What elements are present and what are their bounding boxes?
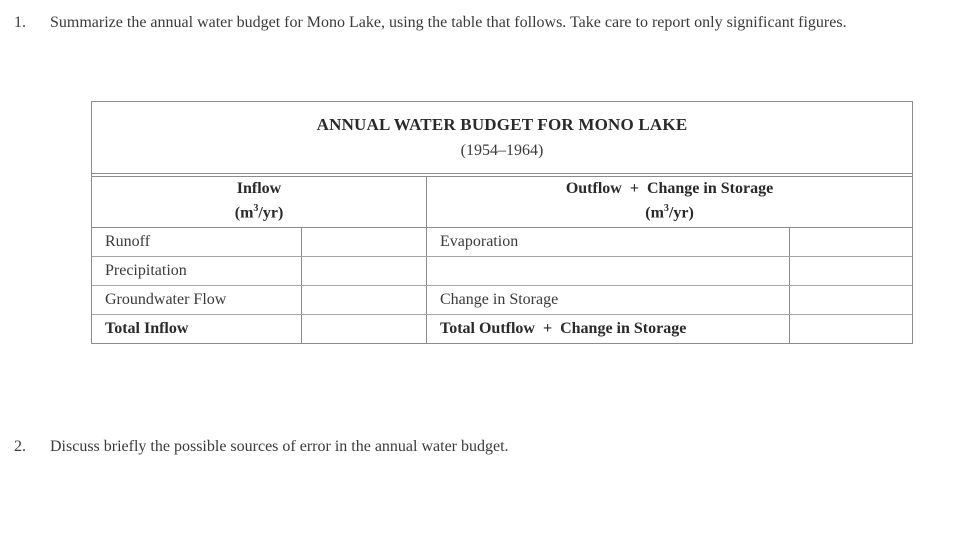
outflow-label-empty (427, 257, 790, 285)
water-budget-table (91, 101, 913, 344)
inflow-units-suffix: /yr) (258, 204, 284, 222)
inflow-units-prefix: (m (234, 204, 254, 222)
outflow-value-total (790, 315, 912, 344)
outflow-label-evaporation: Evaporation (427, 228, 790, 256)
outflow-units-suffix: /yr) (668, 204, 694, 222)
inflow-label-total: Total Inflow (92, 315, 302, 344)
table-title: ANNUAL WATER BUDGET FOR MONO LAKE (316, 115, 688, 134)
inflow-label-runoff: Runoff (92, 228, 302, 256)
outflow-value-evaporation (790, 228, 912, 256)
question-2-text: Discuss briefly the possible sources of error in the annual water budget. (50, 438, 509, 455)
table-row (92, 228, 912, 257)
outflow-value-empty (790, 257, 912, 285)
table-row (92, 286, 912, 315)
inflow-value-groundwater (302, 286, 427, 314)
table-subtitle: (1954–1964) (460, 142, 544, 159)
outflow-units-prefix: (m (645, 204, 664, 222)
outflow-label-total: Total Outflow + Change in Storage (427, 315, 790, 344)
outflow-header: Outflow + Change in Storage (565, 180, 774, 197)
question-1-number: 1. (14, 14, 26, 31)
question-2-number: 2. (14, 438, 26, 455)
outflow-units (427, 203, 912, 222)
question-1 (14, 12, 944, 34)
inflow-value-total (302, 315, 427, 344)
inflow-units-exponent: 3 (253, 203, 259, 214)
table-row (92, 257, 912, 286)
table-row (92, 315, 912, 344)
table-title-block (92, 102, 912, 174)
inflow-header-cell (92, 177, 427, 227)
inflow-label-groundwater: Groundwater Flow (92, 286, 302, 314)
inflow-header: Inflow (236, 180, 282, 197)
outflow-value-change-in-storage (790, 286, 912, 314)
question-1-text: Summarize the annual water budget for Mono Lake, using the table that follows. Take care to report only significant figures. (50, 14, 847, 31)
inflow-label-precipitation: Precipitation (92, 257, 302, 285)
outflow-label-change-in-storage: Change in Storage (427, 286, 790, 314)
outflow-units-exponent: 3 (663, 203, 669, 214)
table-header-row (92, 176, 912, 228)
question-2 (14, 436, 944, 458)
inflow-value-precipitation (302, 257, 427, 285)
outflow-header-cell (427, 177, 912, 227)
inflow-units (92, 203, 426, 222)
inflow-value-runoff (302, 228, 427, 256)
